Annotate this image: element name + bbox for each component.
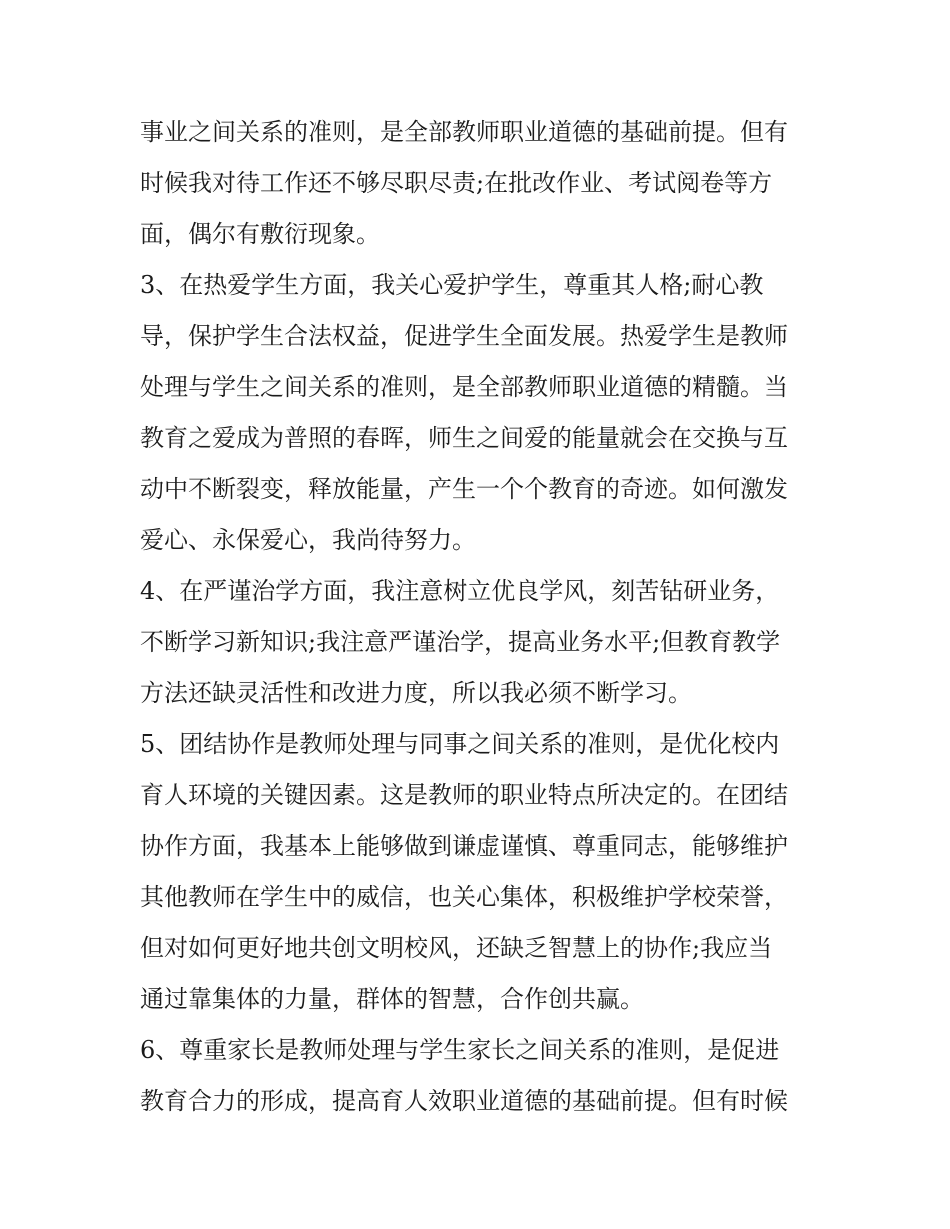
text-line-11: 不断学习新知识;我注意严谨治学，提高业务水平;但教育教学 [140,628,781,656]
text-line-2: 时候我对待工作还不够尽职尽责;在批改作业、考试阅卷等方 [140,169,773,197]
text-line-16: 其他教师在学生中的威信，也关心集体，积极维护学校荣誉， [140,883,788,911]
text-line-8: 动中不断裂变，释放能量，产生一个个教育的奇迹。如何激发 [140,475,788,503]
text-line-9: 爱心、永保爱心，我尚待努力。 [140,526,476,554]
text-line-6: 处理与学生之间关系的准则，是全部教师职业道德的精髓。当 [140,373,788,401]
text-line-18: 通过靠集体的力量，群体的智慧，合作创共赢。 [140,985,644,1013]
text-line-7: 教育之爱成为普照的春晖，师生之间爱的能量就会在交换与互 [140,424,788,452]
text-line-14: 育人环境的关键因素。这是教师的职业特点所决定的。在团结 [140,781,788,809]
text-line-1: 事业之间关系的准则，是全部教师职业道德的基础前提。但有 [140,118,788,146]
text-line-10: 4、在严谨治学方面，我注意树立优良学风，刻苦钻研业务， [140,577,780,605]
text-line-17: 但对如何更好地共创文明校风，还缺乏智慧上的协作;我应当 [140,934,773,962]
text-line-20: 教育合力的形成，提高育人效职业道德的基础前提。但有时候 [140,1087,788,1115]
text-line-4: 3、在热爱学生方面，我关心爱护学生，尊重其人格;耐心教 [140,271,764,299]
text-line-3: 面，偶尔有敷衍现象。 [140,220,380,248]
text-line-19: 6、尊重家长是教师处理与学生家长之间关系的准则，是促进 [140,1036,780,1064]
text-line-13: 5、团结协作是教师处理与同事之间关系的准则，是优化校内 [140,730,780,758]
text-line-12: 方法还缺灵活性和改进力度，所以我必须不断学习。 [140,679,692,707]
text-line-5: 导，保护学生合法权益，促进学生全面发展。热爱学生是教师 [140,322,788,350]
body-text [140,107,820,1127]
text-line-15: 协作方面，我基本上能够做到谦虚谨慎、尊重同志，能够维护 [140,832,788,860]
